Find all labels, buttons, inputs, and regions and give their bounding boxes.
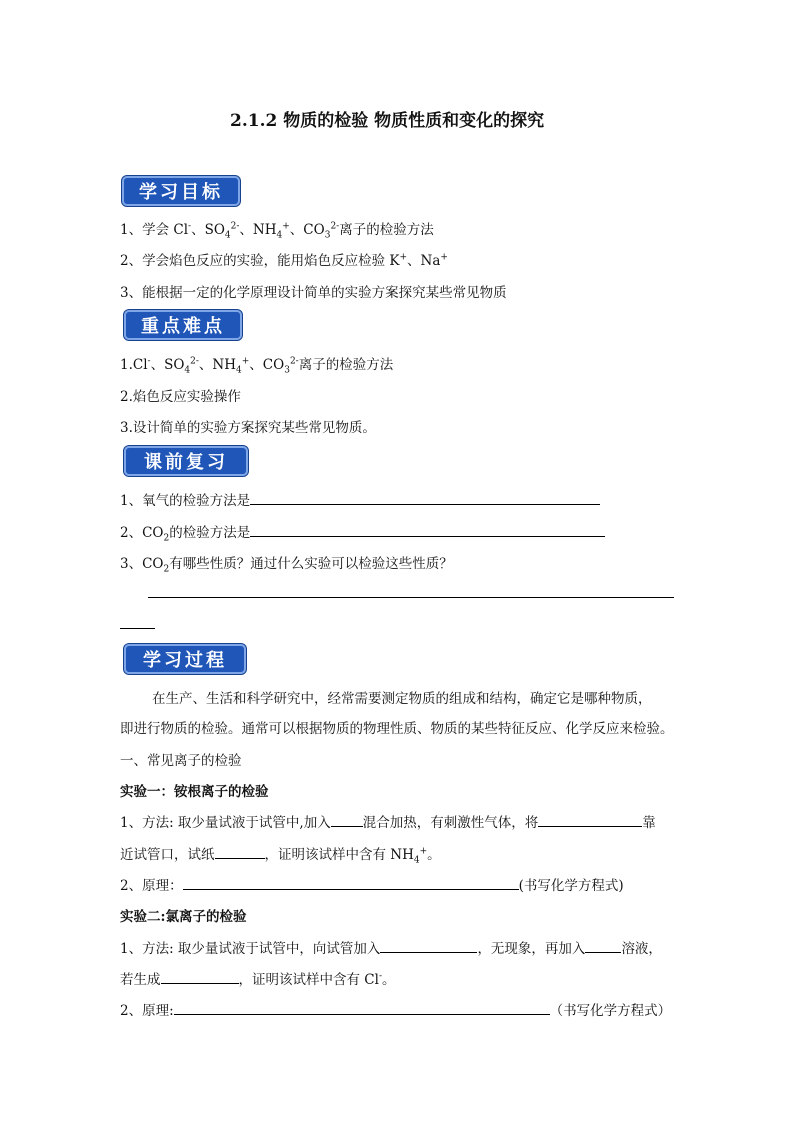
answer-blank[interactable] bbox=[331, 813, 363, 827]
answer-line[interactable] bbox=[148, 597, 674, 598]
part-heading: 一、常见离子的检验 bbox=[120, 753, 242, 769]
experiment-1-principle: 2、原理： (书写化学方程式) bbox=[120, 878, 624, 894]
section-badge-process: 学习过程 bbox=[124, 644, 246, 674]
answer-blank[interactable] bbox=[250, 491, 600, 505]
review-question-2: 2、$CO_2$的检验方法是 bbox=[120, 521, 605, 541]
intro-paragraph-line-1: 在生产、生活和科学研究中，经常需要测定物质的组成和结构，确定它是哪种物质， bbox=[152, 691, 652, 707]
answer-blank[interactable] bbox=[215, 845, 265, 859]
answer-blank[interactable] bbox=[380, 939, 477, 953]
keypoint-2: 2.焰色反应实验操作 bbox=[120, 389, 241, 405]
objective-3: 3、能根据一定的化学原理设计简单的实验方案探究某些常见物质 bbox=[120, 285, 507, 301]
experiment-1-title: 实验一：铵根离子的检验 bbox=[120, 784, 269, 800]
experiment-2-method: 1、方法: 取少量试液于试管中，向试管加入 ，无现象，再加入 溶液， bbox=[120, 941, 662, 957]
section-badge-keypoints: 重点难点 bbox=[124, 310, 242, 340]
experiment-2-method-cont: 若生成 ，证明该试样中含有 Cl-。 bbox=[120, 971, 396, 988]
answer-blank[interactable] bbox=[585, 939, 621, 953]
objective-2: 2、学会焰色反应的实验，能用焰色反应检验 K+、Na+ bbox=[120, 252, 448, 269]
keypoint-3: 3.设计简单的实验方案探究某些常见物质。 bbox=[120, 420, 376, 436]
review-question-1: 1、氧气的检验方法是 bbox=[120, 489, 600, 509]
objective-1: 1、学会 Cl-、$SO_4^{2-}$、$NH_4^+$、$CO_3^{2-}$离子的检验方法 bbox=[120, 221, 434, 241]
section-badge-objectives: 学习目标 bbox=[122, 176, 240, 206]
page-title: 2.1.2 物质的检验 物质性质和变化的探究 bbox=[230, 111, 545, 131]
intro-paragraph-line-2: 即进行物质的检验。通常可以根据物质的物理性质、物质的某些特征反应、化学反应来检验。 bbox=[120, 721, 674, 737]
answer-blank[interactable] bbox=[538, 813, 642, 827]
answer-blank[interactable] bbox=[174, 1001, 550, 1015]
answer-line-continued[interactable] bbox=[120, 628, 155, 629]
answer-blank[interactable] bbox=[183, 876, 519, 890]
answer-blank[interactable] bbox=[250, 523, 605, 537]
answer-blank[interactable] bbox=[161, 970, 239, 984]
keypoint-1: 1.Cl-、$SO_4^{2-}$、$NH_4^+$、$CO_3^{2-}$离子的检验方法 bbox=[120, 356, 394, 376]
experiment-1-method-cont: 近试管口，试纸 ，证明该试样中含有 $NH_4^+$。 bbox=[120, 846, 441, 866]
experiment-2-title: 实验二:氯离子的检验 bbox=[120, 909, 247, 925]
section-badge-review: 课前复习 bbox=[124, 446, 248, 476]
review-question-3: 3、$CO_2$有哪些性质？通过什么实验可以检验这些性质？ bbox=[120, 556, 453, 575]
experiment-2-principle: 2、原理: （书写化学方程式） bbox=[120, 1003, 672, 1019]
experiment-1-method: 1、方法: 取少量试液于试管中,加入 混合加热，有刺激性气体，将 靠 bbox=[120, 815, 656, 831]
